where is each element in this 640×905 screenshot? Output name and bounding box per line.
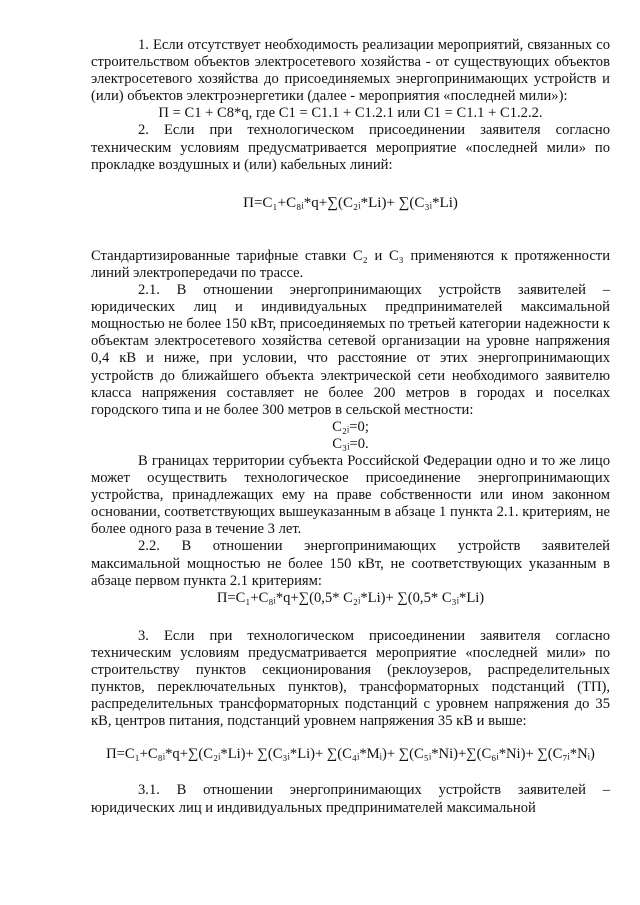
document-page	[91, 37, 610, 817]
paragraph-2: 2. Если при технологическом присоединении заявителя согласно техническим условиям предусматривается мероприятие «последней мили» по прокладке воздушных и (или) кабельных линий:	[91, 122, 610, 173]
paragraph-3-main: 3. Если при технологическом присоединении заявителя согласно техническим условиям предусматривается мероприятие «последней мили» по строительству пунктов секционирования (реклоузеров, распределительных пунктов, переключательных пунктов), трансформаторных подстанций (ТП), распределительных трансформаторных подстанций с уровнем напряжения до 35 кВ, центров питания, подстанций уровнем напряжения 35 кВ и выше:	[91, 627, 610, 730]
formula-c2-zero: С₂ᵢ=0;	[332, 418, 369, 435]
paragraph-1: 1. Если отсутствует необходимость реализации мероприятий, связанных со строительством объектов электросетевого хозяйства - от существующих объектов электросетевого хозяйства до присоединяемых энергопринимающих устройств и (или) объектов электроэнергетики (далее - мероприятия «последней мили»):	[91, 37, 610, 105]
paragraph-2-1: 2.1. В отношении энергопринимающих устройств заявителей – юридических лиц и индивидуальных предпринимателей максимальной мощностью не более 150 кВт, присоединяемых по третьей категории надежности к объектам электросетевого хозяйства сетевой организации на уровне напряжения 0,4 кВ и ниже, при условии, что расстояние от этих энергопринимающих устройств до ближайшего объекта электрической сети необходимого заявителю класса напряжения составляет не более 200 метров в городах и поселках городского типа и не более 300 метров в сельской местности:	[91, 282, 610, 418]
formula-last-mile-absent: П = C1 + C8*q, где С1 = С1.1 + С1.2.1 или С1 = С1.1 + С1.2.2.	[158, 105, 543, 122]
paragraph-3-1: 3.1. В отношении энергопринимающих устройств заявителей – юридических лиц и индивидуальных предпринимателей максимальной	[91, 782, 610, 816]
paragraph-territory: В границах территории субъекта Российской Федерации одно и то же лицо может осуществить технологическое присоединение энергопринимающих устройства, принадлежащих ему на праве собственности или ином законном основании, соответствующих вышеуказанным в абзаце 1 пункта 2.1. критериям, не более одного раза в течение 3 лет.	[91, 452, 610, 538]
paragraph-2-2: 2.2. В отношении энергопринимающих устройств заявителей максимальной мощностью не более 150 кВт, не соответствующих указанным в абзаце первом пункта 2.1 критериям:	[91, 538, 610, 589]
formula-c3-zero: С₃ᵢ=0.	[332, 435, 369, 452]
paragraph-3: Стандартизированные тарифные ставки С₂ и С₃ применяются к протяженности линий электропередачи по трассе.	[91, 247, 610, 281]
formula-half-rate: П=С₁+С₈ᵢ*q+∑(0,5* С₂ᵢ*Li)+ ∑(0,5* С₃ᵢ*Li)	[216, 589, 485, 606]
formula-substations: П=С₁+С₈ᵢ*q+∑(С₂ᵢ*Li)+ ∑(С₃ᵢ*Li)+ ∑(С₄ᵢ*Mᵢ)+ ∑(С₅ᵢ*Ni)+∑(С₆ᵢ*Ni)+ ∑(С₇ᵢ*Nᵢ)	[106, 746, 595, 763]
formula-lines: П=С₁+С₈ᵢ*q+∑(С₂ᵢ*Li)+ ∑(С₃ᵢ*Li)	[243, 194, 458, 211]
